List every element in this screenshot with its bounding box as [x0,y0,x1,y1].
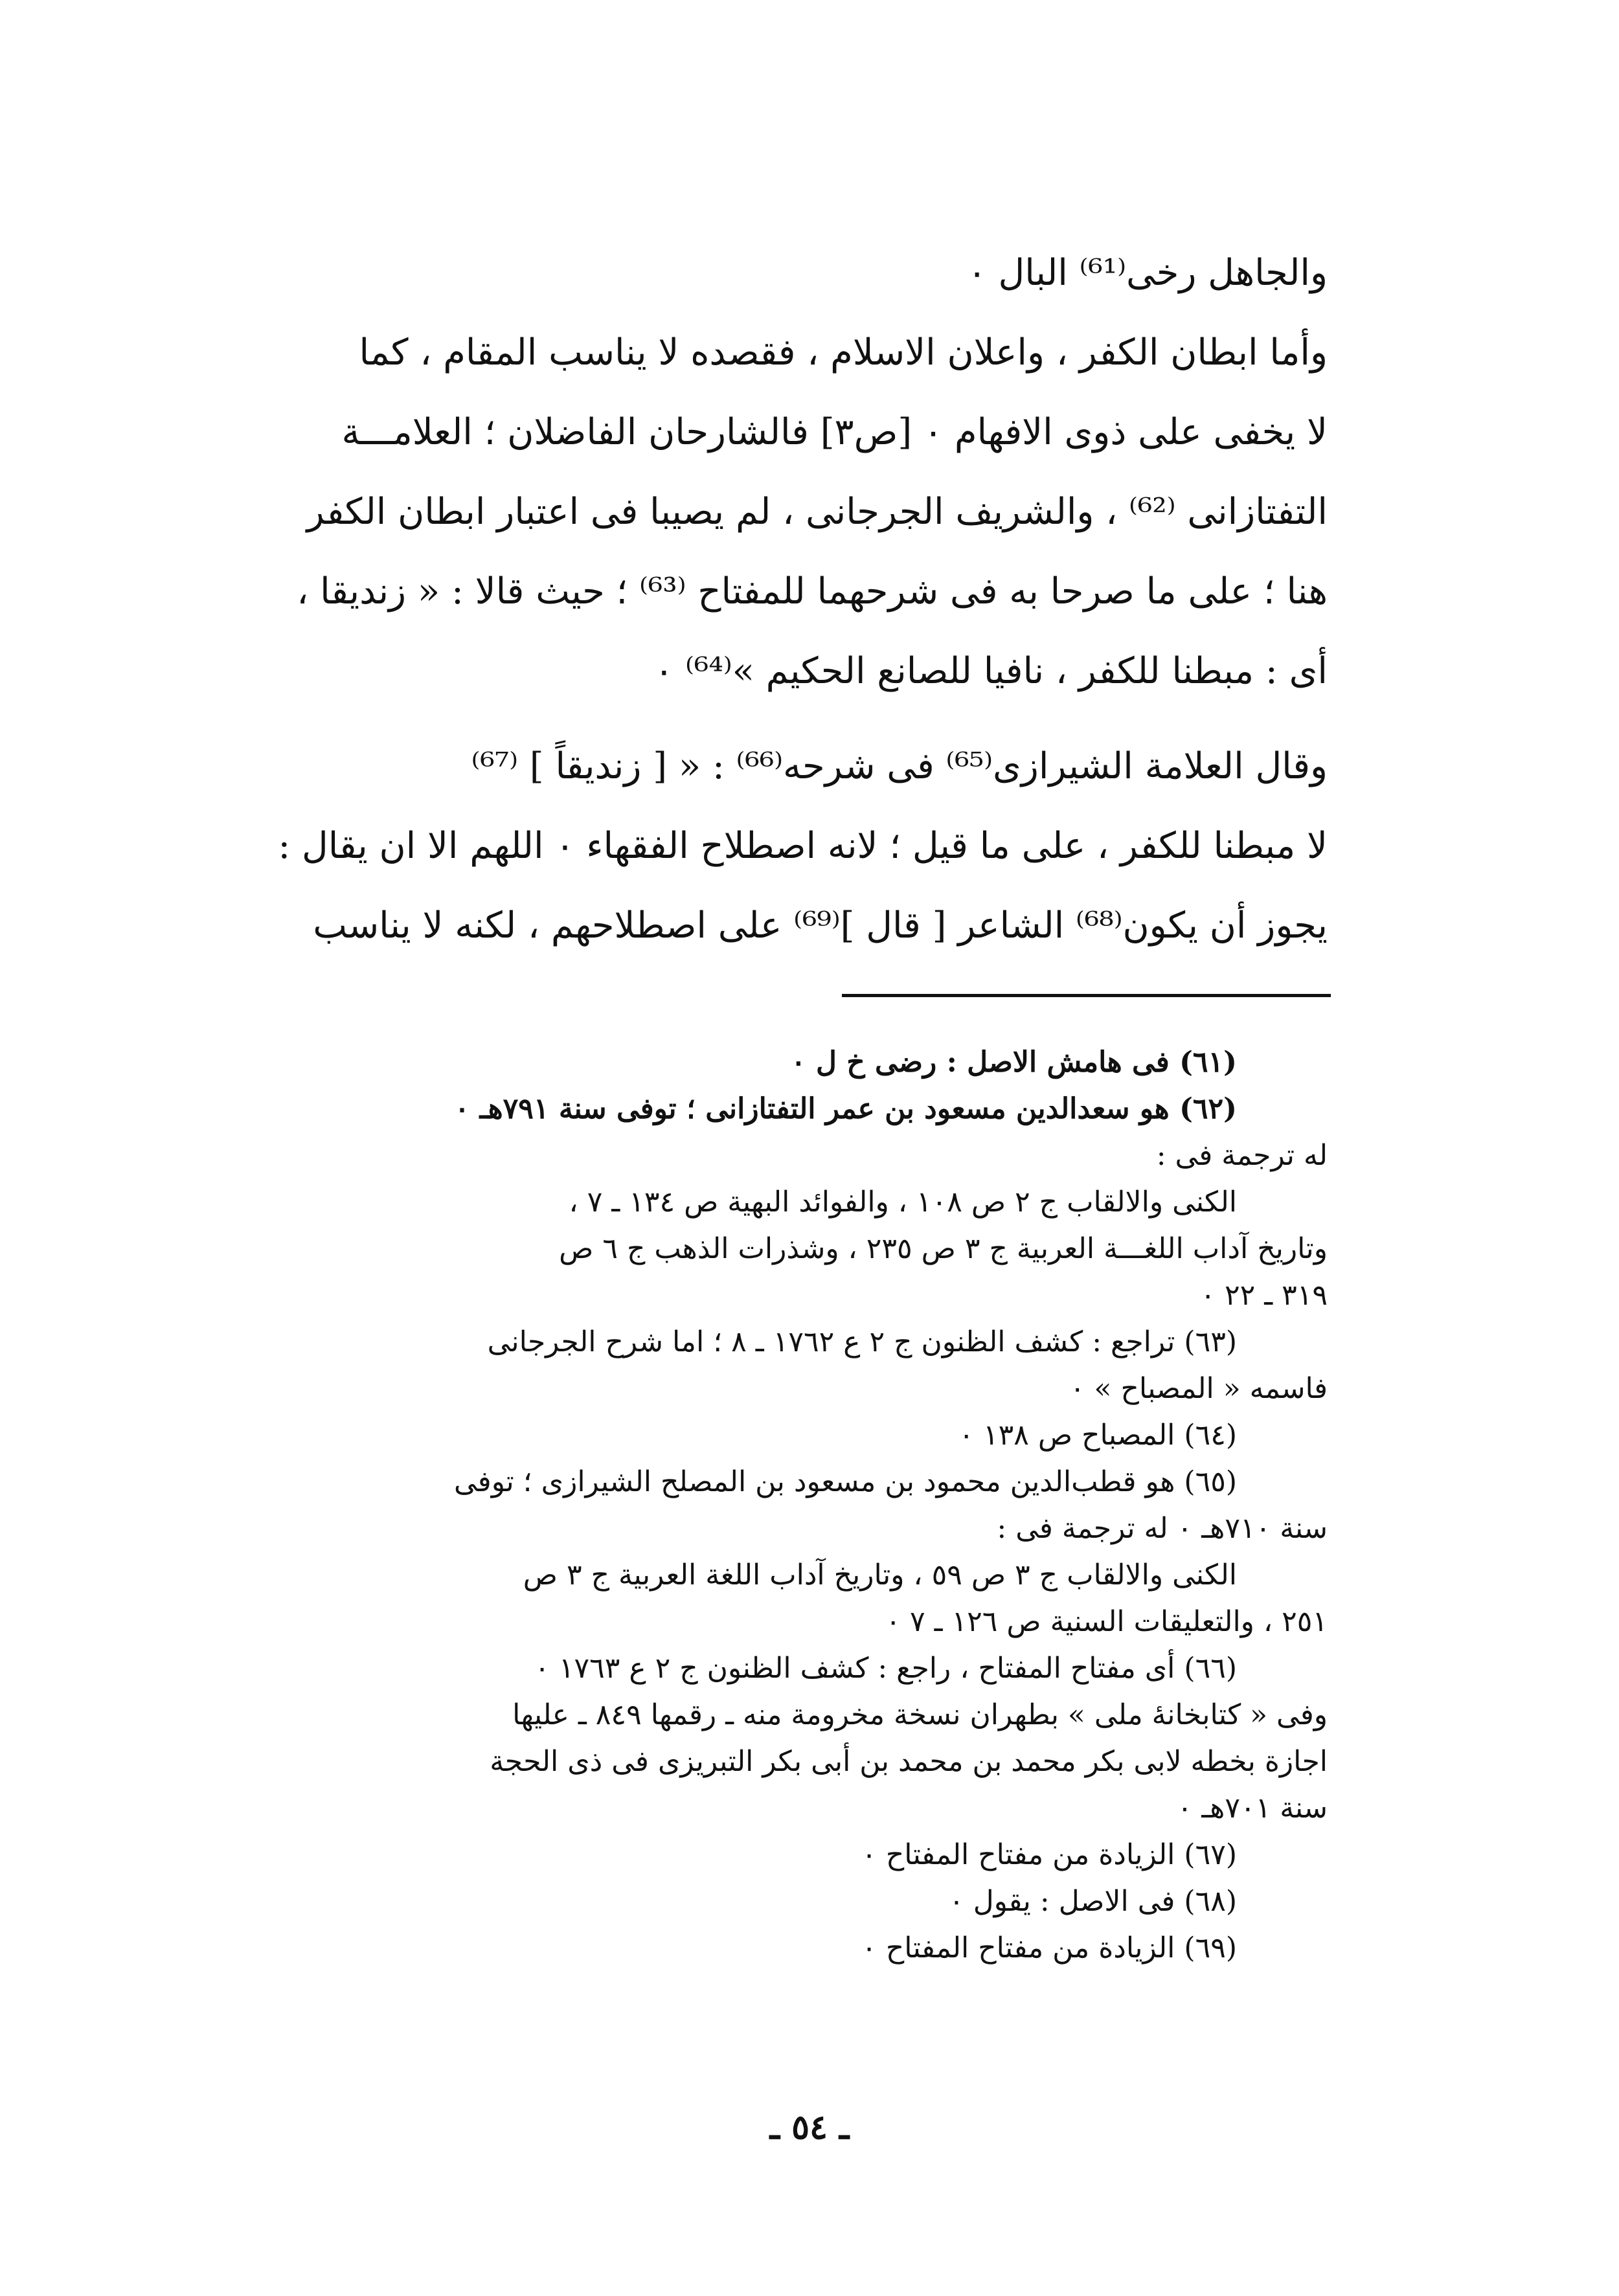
footnote-line: وفى « كتابخانهٔ ملى » بطهران نسخة مخرومة منه ـ رقمها ٨٤٩ ـ عليها [512,1698,1328,1731]
footnote-68: (٦٨) فى الاصل : يقول ٠ [949,1885,1237,1918]
main-line: والجاهل رخى⁽⁶¹⁾ البال ٠ [967,252,1328,294]
footnote-line: له ترجمة فى : [1156,1139,1328,1172]
footnote-69: (٦٩) الزيادة من مفتاح المفتاح ٠ [861,1931,1237,1964]
footnote-67: (٦٧) الزيادة من مفتاح المفتاح ٠ [861,1838,1237,1871]
main-line: وأما ابطان الكفر ، واعلان الاسلام ، فقصده لا يناسب المقام ، كما [359,332,1328,374]
footnote-line: ٣١٩ ـ ٢٢ ٠ [1200,1279,1328,1312]
main-line: أى : مبطنا للكفر ، نافيا للصانع الحكيم »⁽⁶⁴⁾ ٠ [654,650,1328,692]
footnote-62: (٦٢) هو سعدالدين مسعود بن عمر التفتازانى ؛ توفى سنة ٧٩١هـ ٠ [454,1092,1237,1125]
paragraph-3 [259,726,1328,965]
main-line: يجوز أن يكون⁽⁶⁸⁾ الشاعر [ قال ]⁽⁶⁹⁾ على اصطلاحهم ، لكنه لا يناسب [313,905,1328,947]
main-line: وقال العلامة الشيرازى⁽⁶⁵⁾ فى شرحه⁽⁶⁶⁾ : « [ زنديقاً ] ⁽⁶⁷⁾ [471,745,1328,787]
footnote-line: ٢٥١ ، والتعليقات السنية ص ١٢٦ ـ ٧ ٠ [885,1605,1328,1638]
paragraph-1 [259,233,1328,313]
footnote-line: سنة ٧١٠هـ ٠ له ترجمة فى : [997,1512,1328,1545]
footnote-61: (٦١) فى هامش الاصل : رضى خ ل ٠ [791,1046,1237,1079]
footnote-line: الكنى والالقاب ج ٣ ص ٥٩ ، وتاريخ آداب اللغة العربية ج ٣ ص [523,1559,1237,1592]
footnote-line: فاسمه « المصباح » ٠ [1069,1372,1328,1405]
main-line: هنا ؛ على ما صرحا به فى شرحهما للمفتاح ⁽⁶³⁾ ؛ حيث قالا : « زنديقا ، [297,570,1328,613]
main-text-body [259,233,1328,965]
page-number: ـ ٥٤ ـ [769,2108,850,2147]
footnote-66: (٦٦) أى مفتاح المفتاح ، راجع : كشف الظنون ج ٢ ع ١٧٦٣ ٠ [534,1652,1237,1685]
footnote-line: الكنى والالقاب ج ٢ ص ١٠٨ ، والفوائد البهية ص ١٣٤ ـ ٧ ، [569,1186,1237,1219]
footnote-line: وتاريخ آداب اللغـــة العربية ج ٣ ص ٢٣٥ ، وشذرات الذهب ج ٦ ص [559,1232,1328,1265]
main-line: لا يخفى على ذوى الافهام ٠ [ص٣] فالشارحان الفاضلان ؛ العلامـــة [341,411,1328,453]
footnote-line: اجازة بخطه لابى بكر محمد بن محمد بن أبى بكر التبريزى فى ذى الحجة [490,1745,1328,1778]
footnotes-section [259,1039,1328,1972]
footnote-65: (٦٥) هو قطب‌الدين محمود بن مسعود بن المصلح الشيرازى ؛ توفى [454,1465,1237,1498]
footnote-64: (٦٤) المصباح ص ١٣٨ ٠ [958,1419,1237,1452]
paragraph-2 [259,313,1328,711]
footnote-separator [842,994,1331,997]
main-line: لا مبطنا للكفر ، على ما قيل ؛ لانه اصطلاح الفقهاء ٠ اللهم الا ان يقال : [278,825,1328,867]
main-line: التفتازانى ⁽⁶²⁾ ، والشريف الجرجانى ، لم يصيبا فى اعتبار ابطان الكفر [306,491,1328,533]
footnote-line: سنة ٧٠١هـ ٠ [1177,1792,1328,1825]
footnote-63: (٦٣) تراجع : كشف الظنون ج ٢ ع ١٧٦٢ ـ ٨ ؛ اما شرح الجرجانى [487,1325,1237,1358]
